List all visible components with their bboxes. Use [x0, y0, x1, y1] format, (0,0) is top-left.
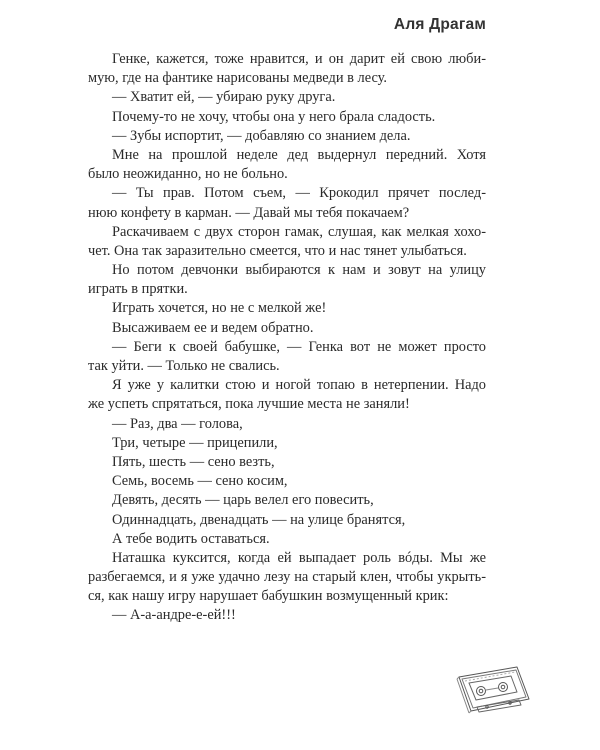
text-line: же успеть спрятаться, пока лучшие места не заняли!	[88, 396, 410, 413]
text-line: — Зубы испортит, — добавляю со знанием дела.	[112, 127, 411, 144]
text-line: было неожиданно, но не больно.	[88, 166, 288, 183]
text-line: чет. Она так заразительно смеется, что и нас тянет улыбаться.	[88, 242, 467, 259]
text-line: Играть хочется, но не с мелкой же!	[112, 300, 327, 317]
text-line: нюю конфету в карман. — Давай мы тебя покачаем?	[88, 204, 410, 221]
text-line: — Ты прав. Потом съем, — Крокодил прячет послед-	[112, 185, 486, 202]
running-header-author: Аля Драгам	[393, 16, 486, 33]
text-line: Почему-то не хочу, чтобы она у него брала сладость.	[112, 108, 436, 125]
text-line: Генке, кажется, тоже нравится, и он дарит ей свою люби-	[112, 51, 486, 67]
text-line: А тебе водить оставаться.	[112, 530, 270, 547]
text-line: Высаживаем ее и ведем обратно.	[112, 319, 314, 336]
body-text	[88, 50, 486, 626]
text-line: — Беги к своей бабушке, — Генка вот не может просто	[112, 338, 486, 355]
text-line: Но потом девчонки выбираются к нам и зовут на улицу	[112, 262, 486, 279]
text-line: играть в прятки.	[88, 281, 188, 298]
text-line: так уйти. — Только не свались.	[88, 358, 280, 374]
text-line: — А-а-андре-е-ей!!!	[112, 607, 236, 624]
text-line: Наташка куксится, когда ей выпадает роль вóды. Мы же	[112, 549, 486, 566]
text-line: Семь, восемь — сено косим,	[112, 473, 288, 490]
text-line: Пять, шесть — сено везть,	[112, 453, 275, 470]
text-line: мую, где на фантике нарисованы медведи в лесу.	[88, 70, 387, 87]
text-line: — Раз, два — голова,	[112, 415, 243, 432]
text-line: ся, как нашу игру нарушает бабушкин возмущенный крик:	[88, 588, 449, 605]
text-line: — Хватит ей, — убираю руку друга.	[112, 89, 336, 106]
text-line: Раскачиваем с двух сторон гамак, слушая, как мелкая хохо-	[112, 223, 486, 240]
text-line: Одиннадцать, двенадцать — на улице бранятся,	[112, 511, 406, 528]
text-line: разбегаемся, и я уже удачно лезу на старый клен, чтобы укрыть-	[88, 569, 486, 586]
text-line: Девять, десять — царь велел его повесить,	[112, 492, 374, 509]
cassette-tape-icon	[455, 663, 533, 715]
text-line: Я уже у калитки стою и ногой топаю в нетерпении. Надо	[112, 377, 486, 394]
text-line: Мне на прошлой неделе дед выдернул передний. Хотя	[112, 146, 486, 163]
text-line: Три, четыре — прицепили,	[112, 434, 278, 451]
